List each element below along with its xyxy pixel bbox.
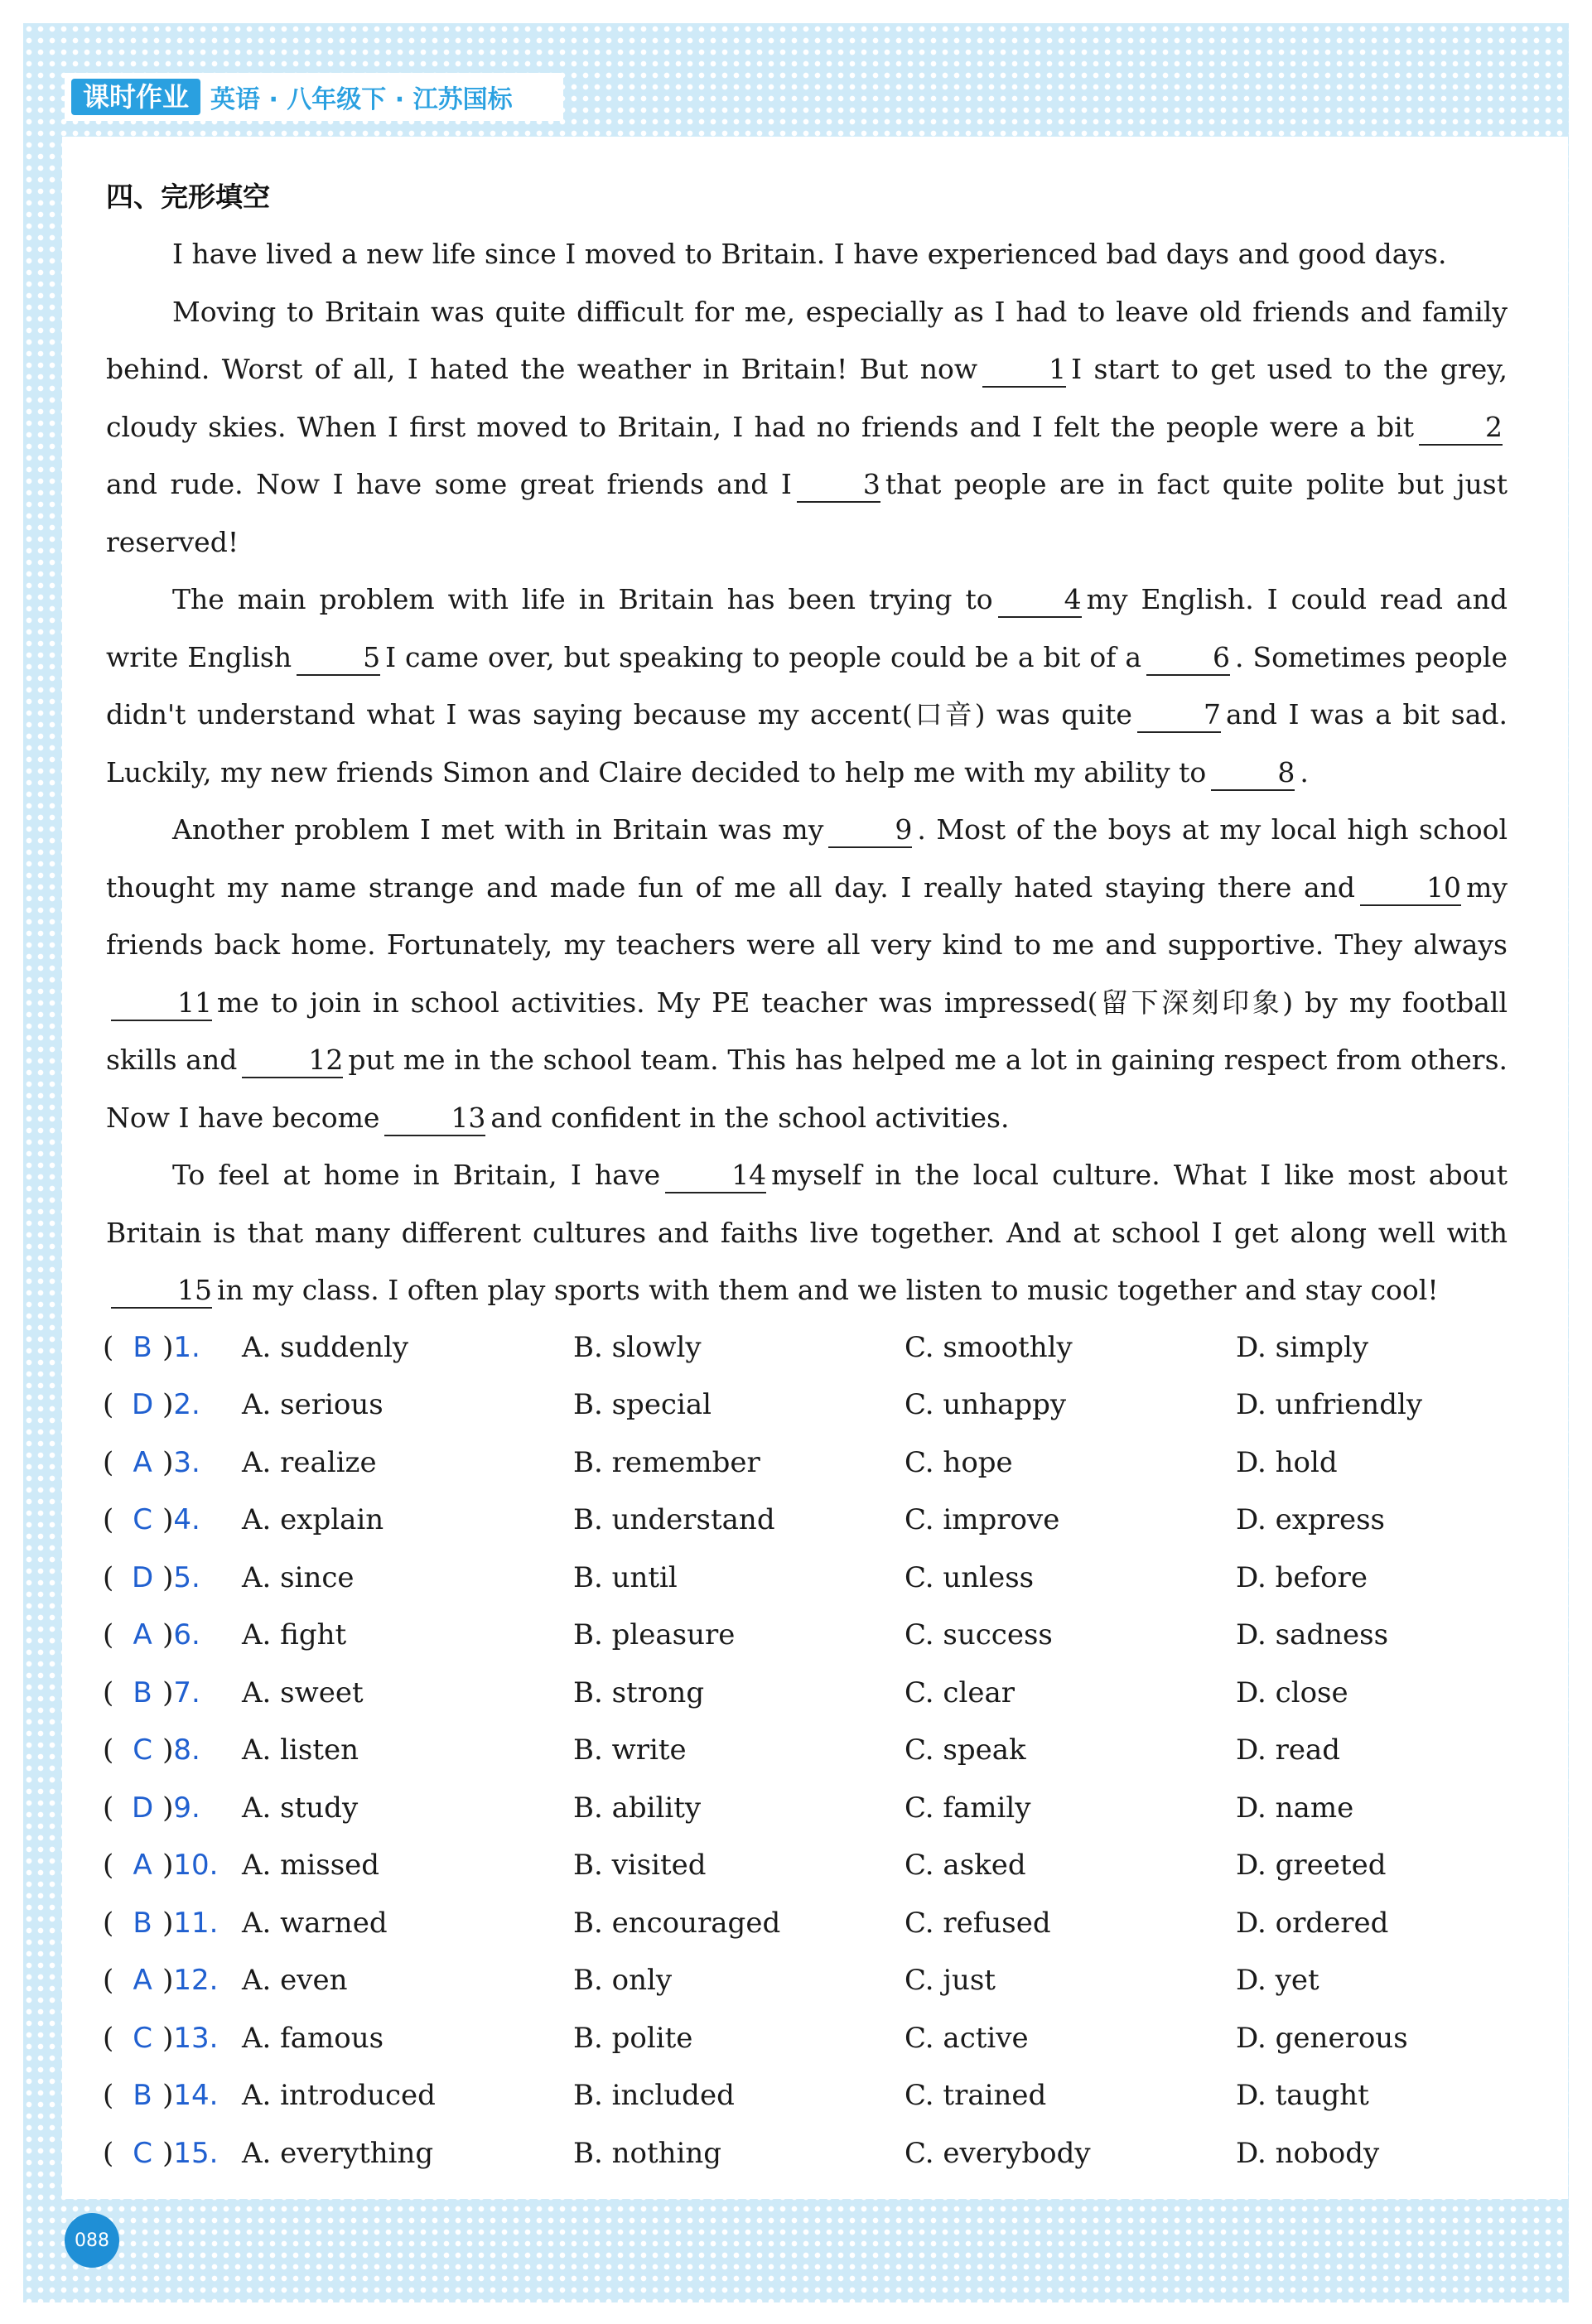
question-number: 10. xyxy=(173,1849,219,1883)
answer-letter: C xyxy=(133,2136,152,2170)
cloze-passage xyxy=(106,225,1508,1319)
answer-letter: B xyxy=(133,1675,152,1709)
question-number: 12. xyxy=(173,1964,219,1998)
text-run: . xyxy=(1300,755,1309,788)
text-run: I start to get used to the grey, cloudy skies. When I first moved to Britain, I had no friends and I felt the people were a bit xyxy=(106,353,1508,443)
option-d: D. ordered xyxy=(1236,1906,1389,1940)
option-a: A. explain xyxy=(242,1503,384,1537)
question-number: 3. xyxy=(173,1445,200,1479)
question-number: 8. xyxy=(173,1733,200,1767)
question-head: ( B )11. xyxy=(103,1906,219,1940)
option-b: B. included xyxy=(573,2079,735,2113)
option-a: A. fight xyxy=(242,1618,347,1652)
answer-letter: B xyxy=(133,1906,152,1940)
text-run: . Most of the boys at my local high school thought my name strange and made fun of me all day. I really hated staying there and xyxy=(106,813,1508,904)
option-b: B. remember xyxy=(573,1445,760,1479)
option-a: A. study xyxy=(242,1791,359,1825)
question-row xyxy=(103,1837,1519,1895)
question-number: 13. xyxy=(173,2021,219,2055)
option-c: C. unhappy xyxy=(905,1388,1067,1422)
question-head: ( C )13. xyxy=(103,2021,219,2055)
question-row xyxy=(103,1607,1519,1665)
question-row xyxy=(103,1664,1519,1722)
option-c: C. everybody xyxy=(905,2136,1091,2170)
question-row xyxy=(103,1722,1519,1780)
text-run: The main problem with life in Britain has been trying to xyxy=(172,583,993,615)
option-d: D. yet xyxy=(1236,1964,1319,1998)
question-number: 5. xyxy=(173,1560,200,1594)
answer-letter: C xyxy=(133,1503,152,1537)
option-b: B. until xyxy=(573,1560,678,1594)
text-run: myself in the local culture. What I like most about Britain is that many different cultures and faiths live together. And at school I get along well with xyxy=(106,1159,1508,1249)
answer-letter: A xyxy=(133,1618,152,1652)
text-run: To feel at home in Britain, I have xyxy=(172,1159,661,1191)
blank: 1 xyxy=(982,353,1066,388)
option-d: D. greeted xyxy=(1236,1849,1387,1883)
blank: 13 xyxy=(384,1102,485,1136)
answer-letter: A xyxy=(133,1964,152,1998)
text-run: . Sometimes people didn't understand what I was saying because my accent(口音) was quite xyxy=(106,640,1508,730)
paragraph-1: I have lived a new life since I moved to Britain. I have experienced bad days and good days. xyxy=(172,238,1447,270)
page-number: 088 xyxy=(65,2213,119,2268)
blank: 6 xyxy=(1146,641,1230,676)
answer-letter: C xyxy=(133,1733,152,1767)
option-d: D. nobody xyxy=(1236,2136,1380,2170)
option-c: C. improve xyxy=(905,1503,1060,1537)
question-number: 14. xyxy=(173,2079,219,2113)
option-a: A. realize xyxy=(242,1445,377,1479)
text-run: in my class. I often play sports with them and we listen to music together and stay cool! xyxy=(217,1274,1439,1306)
option-b: B. ability xyxy=(573,1791,702,1825)
blank: 5 xyxy=(297,641,380,676)
question-head: ( C )4. xyxy=(103,1503,200,1537)
option-b: B. encouraged xyxy=(573,1906,781,1940)
paragraph-2 xyxy=(106,283,1508,571)
option-c: C. unless xyxy=(905,1560,1035,1594)
question-number: 1. xyxy=(173,1330,200,1364)
blank: 7 xyxy=(1137,698,1221,733)
option-b: B. polite xyxy=(573,2021,693,2055)
option-d: D. express xyxy=(1236,1503,1385,1537)
answer-letter: D xyxy=(131,1560,154,1594)
option-d: D. name xyxy=(1236,1791,1354,1825)
text-run: Another problem I met with in Britain was my xyxy=(172,813,824,846)
question-number: 7. xyxy=(173,1675,200,1709)
book-logo: 课时作业 xyxy=(71,79,200,115)
text-run: and rude. Now I have some great friends and I xyxy=(106,468,792,500)
option-a: A. suddenly xyxy=(242,1330,409,1364)
blank: 14 xyxy=(665,1159,766,1193)
question-number: 4. xyxy=(173,1503,200,1537)
option-a: A. sweet xyxy=(242,1675,364,1709)
paragraph-3 xyxy=(106,571,1508,801)
question-head: ( A )12. xyxy=(103,1964,219,1998)
option-d: D. read xyxy=(1236,1733,1341,1767)
blank: 11 xyxy=(111,986,212,1021)
option-b: B. slowly xyxy=(573,1330,702,1364)
option-a: A. everything xyxy=(242,2136,434,2170)
option-a: A. even xyxy=(242,1964,348,1998)
option-a: A. warned xyxy=(242,1906,388,1940)
option-b: B. strong xyxy=(573,1675,705,1709)
answer-letter: A xyxy=(133,1445,152,1479)
question-head: ( A )3. xyxy=(103,1445,200,1479)
section-title: 四、完形填空 xyxy=(106,181,270,213)
page-header xyxy=(65,73,563,121)
option-c: C. trained xyxy=(905,2079,1047,2113)
option-d: D. taught xyxy=(1236,2079,1369,2113)
option-c: C. family xyxy=(905,1791,1031,1825)
paragraph-4 xyxy=(106,801,1508,1146)
question-head: ( A )6. xyxy=(103,1618,200,1652)
blank: 4 xyxy=(998,583,1082,618)
question-head: ( B )14. xyxy=(103,2079,219,2113)
question-row xyxy=(103,1549,1519,1607)
answer-letter: B xyxy=(133,2079,152,2113)
option-d: D. generous xyxy=(1236,2021,1408,2055)
paragraph-5 xyxy=(106,1146,1508,1319)
question-head: ( A )10. xyxy=(103,1849,219,1883)
blank: 12 xyxy=(242,1044,343,1078)
question-row xyxy=(103,1952,1519,2010)
answer-letter: B xyxy=(133,1330,152,1364)
blank: 9 xyxy=(828,813,912,848)
question-head: ( C )15. xyxy=(103,2136,219,2170)
blank: 15 xyxy=(111,1274,212,1309)
question-row xyxy=(103,2124,1519,2182)
question-row xyxy=(103,2009,1519,2067)
answer-letter: A xyxy=(133,1849,152,1883)
answer-letter: C xyxy=(133,2021,152,2055)
option-b: B. write xyxy=(573,1733,687,1767)
option-b: B. special xyxy=(573,1388,712,1422)
question-number: 11. xyxy=(173,1906,219,1940)
option-d: D. simply xyxy=(1236,1330,1369,1364)
option-c: C. smoothly xyxy=(905,1330,1073,1364)
question-row xyxy=(103,1319,1519,1377)
text-run: my friends back home. Fortunately, my teachers were all very kind to me and supportive. They always xyxy=(106,870,1508,961)
answer-letter: D xyxy=(131,1388,154,1422)
blank: 8 xyxy=(1211,756,1295,791)
question-row xyxy=(103,1492,1519,1550)
text-run: me to join in school activities. My PE teacher was impressed(留下深刻印象) by my football skills and xyxy=(106,986,1508,1076)
question-head: ( D )2. xyxy=(103,1388,200,1422)
text-run: and confident in the school activities. xyxy=(490,1101,1010,1134)
text-run: I came over, but speaking to people could be a bit of a xyxy=(385,640,1142,673)
blank: 3 xyxy=(797,468,880,503)
book-subtitle: 英语 · 八年级下 · 江苏国标 xyxy=(210,85,513,114)
text-run: put me in the school team. This has helped me a lot in gaining respect from others. Now I have become xyxy=(106,1044,1508,1134)
question-number: 2. xyxy=(173,1388,200,1422)
option-c: C. just xyxy=(905,1964,996,1998)
option-c: C. speak xyxy=(905,1733,1026,1767)
answer-options-list xyxy=(103,1319,1519,2182)
answer-letter: D xyxy=(131,1791,154,1825)
option-b: B. only xyxy=(573,1964,673,1998)
option-d: D. before xyxy=(1236,1560,1368,1594)
option-c: C. success xyxy=(905,1618,1053,1652)
option-c: C. clear xyxy=(905,1675,1015,1709)
option-d: D. hold xyxy=(1236,1445,1338,1479)
option-a: A. missed xyxy=(242,1849,380,1883)
option-b: B. understand xyxy=(573,1503,775,1537)
option-a: A. introduced xyxy=(242,2079,436,2113)
question-head: ( B )1. xyxy=(103,1330,200,1364)
question-head: ( B )7. xyxy=(103,1675,200,1709)
option-a: A. since xyxy=(242,1560,355,1594)
option-a: A. serious xyxy=(242,1388,384,1422)
blank: 10 xyxy=(1360,871,1461,906)
option-d: D. unfriendly xyxy=(1236,1388,1423,1422)
option-c: C. refused xyxy=(905,1906,1051,1940)
question-head: ( D )5. xyxy=(103,1560,200,1594)
question-row xyxy=(103,1779,1519,1837)
option-b: B. pleasure xyxy=(573,1618,736,1652)
question-row xyxy=(103,1434,1519,1492)
text-run: that people are in fact quite polite but just reserved! xyxy=(106,468,1508,558)
question-row xyxy=(103,1377,1519,1434)
text-run: Moving to Britain was quite difficult for me, especially as I had to leave old friends and family behind. Worst of all, I hated the weather in Britain! But now xyxy=(106,295,1508,385)
blank: 2 xyxy=(1419,411,1503,446)
question-row xyxy=(103,1894,1519,1952)
question-head: ( C )8. xyxy=(103,1733,200,1767)
option-a: A. famous xyxy=(242,2021,384,2055)
option-c: C. asked xyxy=(905,1849,1026,1883)
question-number: 6. xyxy=(173,1618,200,1652)
text-run: my English. I could read and write English xyxy=(106,583,1508,673)
option-c: C. active xyxy=(905,2021,1029,2055)
option-c: C. hope xyxy=(905,1445,1013,1479)
option-b: B. visited xyxy=(573,1849,707,1883)
question-number: 15. xyxy=(173,2136,219,2170)
option-a: A. listen xyxy=(242,1733,359,1767)
question-row xyxy=(103,2067,1519,2125)
option-d: D. sadness xyxy=(1236,1618,1389,1652)
option-b: B. nothing xyxy=(573,2136,722,2170)
question-number: 9. xyxy=(173,1791,200,1825)
question-head: ( D )9. xyxy=(103,1791,200,1825)
option-d: D. close xyxy=(1236,1675,1348,1709)
text-run: and I was a bit sad. Luckily, my new friends Simon and Claire decided to help me with my ability to xyxy=(106,698,1508,788)
